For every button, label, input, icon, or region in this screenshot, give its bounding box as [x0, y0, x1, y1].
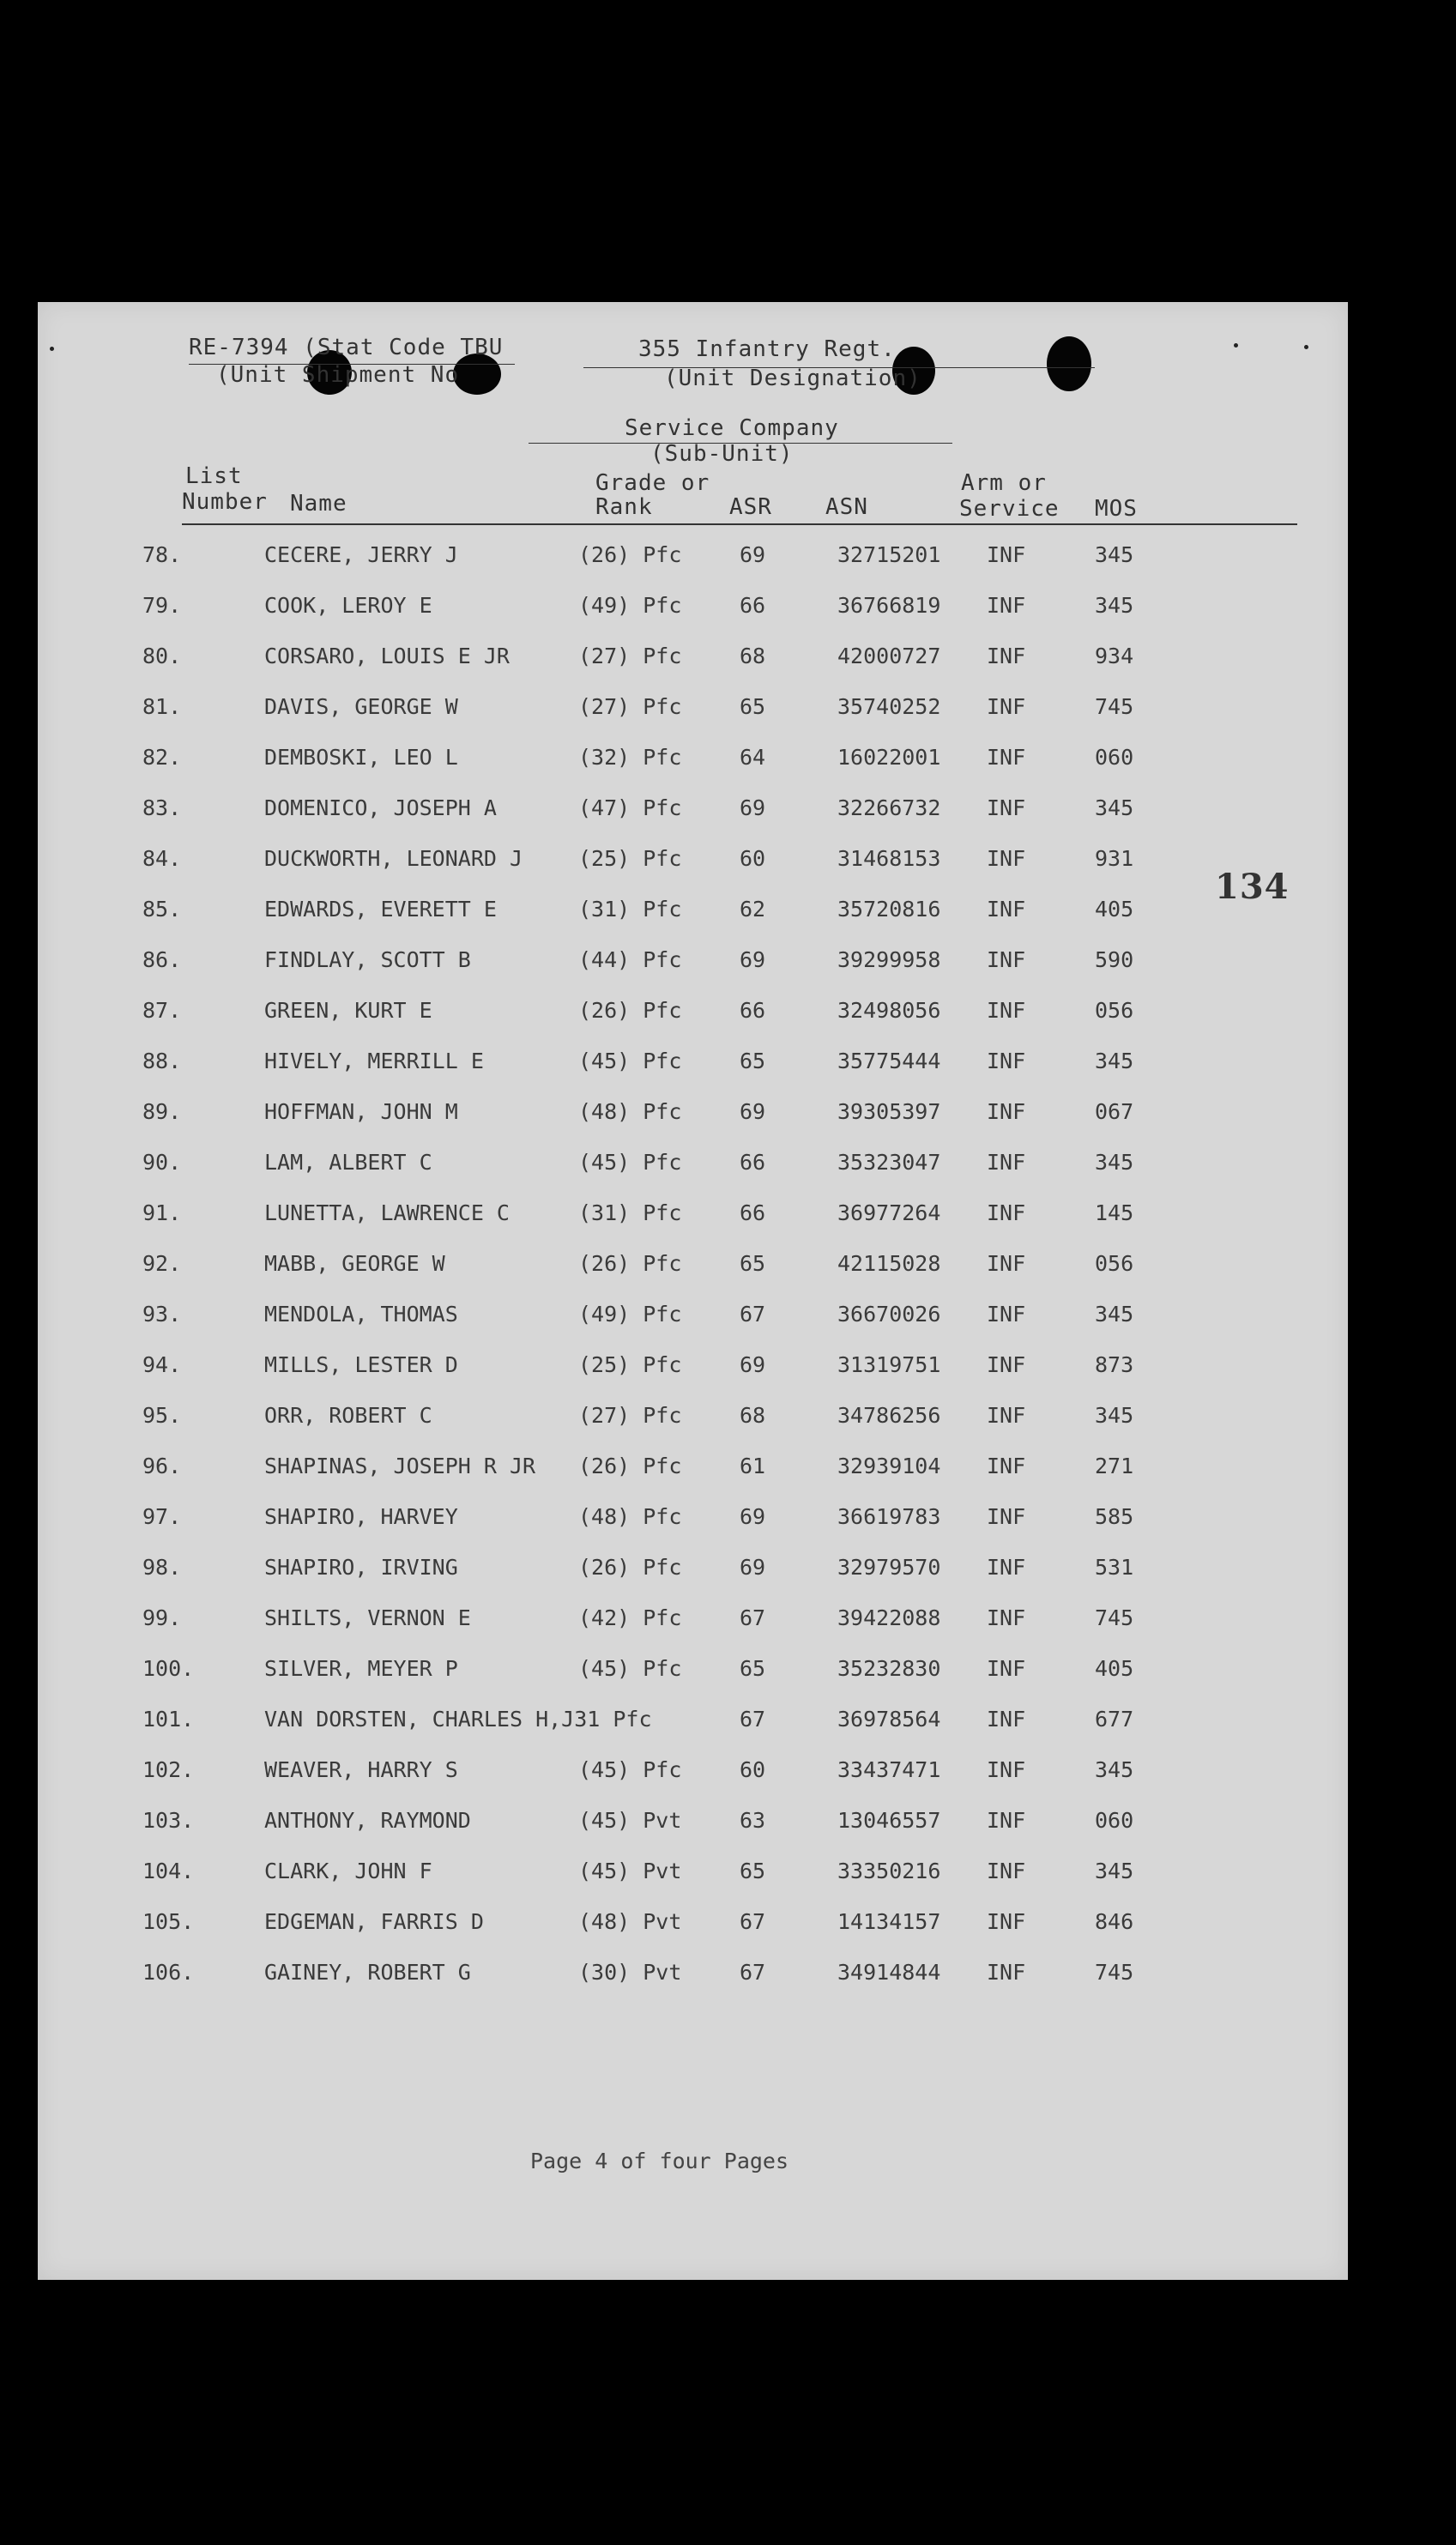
table-row	[38, 1859, 1348, 1893]
col-asn: ASN	[825, 494, 868, 520]
table-row	[38, 1352, 1348, 1387]
mos: 060	[1095, 1808, 1134, 1833]
arm-or-service: INF	[987, 542, 1026, 567]
page-footer: Page 4 of four Pages	[530, 2149, 789, 2173]
list-number: 90.	[142, 1150, 182, 1175]
grade: (48) Pfc	[578, 1504, 682, 1529]
soldier-name: DUCKWORTH, LEONARD J	[264, 846, 523, 871]
soldier-name: CLARK, JOHN F	[264, 1859, 432, 1883]
list-number: 88.	[142, 1049, 182, 1073]
list-number: 93.	[142, 1302, 182, 1327]
table-row	[38, 1200, 1348, 1235]
arm-or-service: INF	[987, 1707, 1026, 1732]
mos: 345	[1095, 1150, 1134, 1175]
unit-designation: 355 Infantry Regt.	[638, 336, 896, 362]
asn: 35740252	[837, 694, 941, 719]
list-number: 84.	[142, 846, 182, 871]
mos: 345	[1095, 795, 1134, 820]
mos: 056	[1095, 998, 1134, 1023]
mos: 345	[1095, 1302, 1134, 1327]
table-row	[38, 1707, 1348, 1741]
asr: 67	[740, 1302, 766, 1327]
asn: 32715201	[837, 542, 941, 567]
grade: (45) Pfc	[578, 1757, 682, 1782]
asr: 69	[740, 542, 766, 567]
list-number: 80.	[142, 644, 182, 668]
table-row	[38, 1909, 1348, 1944]
list-number: 103.	[142, 1808, 195, 1833]
asr: 60	[740, 846, 766, 871]
col-number: Number	[182, 489, 268, 515]
soldier-name: ANTHONY, RAYMOND	[264, 1808, 471, 1833]
asn: 35720816	[837, 897, 941, 922]
col-asr: ASR	[729, 494, 772, 520]
table-row	[38, 1099, 1348, 1133]
col-service: Service	[959, 496, 1060, 522]
arm-or-service: INF	[987, 795, 1026, 820]
table-row	[38, 1656, 1348, 1690]
asn: 14134157	[837, 1909, 941, 1934]
table-row	[38, 846, 1348, 880]
table-row	[38, 795, 1348, 830]
table-row	[38, 1808, 1348, 1842]
soldier-name: DOMENICO, JOSEPH A	[264, 795, 497, 820]
table-row	[38, 998, 1348, 1032]
asr: 62	[740, 897, 766, 922]
mos: 745	[1095, 694, 1134, 719]
arm-or-service: INF	[987, 1656, 1026, 1681]
table-row	[38, 1302, 1348, 1336]
soldier-name: SILVER, MEYER P	[264, 1656, 458, 1681]
list-number: 100.	[142, 1656, 195, 1681]
list-number: 94.	[142, 1352, 182, 1377]
asr: 64	[740, 745, 766, 770]
mos: 345	[1095, 1859, 1134, 1883]
asn: 31468153	[837, 846, 941, 871]
grade: (45) Pfc	[578, 1150, 682, 1175]
list-number: 81.	[142, 694, 182, 719]
mos: 060	[1095, 745, 1134, 770]
mos: 585	[1095, 1504, 1134, 1529]
soldier-name: GREEN, KURT E	[264, 998, 432, 1023]
table-row	[38, 1555, 1348, 1589]
mos: 345	[1095, 593, 1134, 618]
asn: 42115028	[837, 1251, 941, 1276]
list-number: 95.	[142, 1403, 182, 1428]
arm-or-service: INF	[987, 1504, 1026, 1529]
mos: 934	[1095, 644, 1134, 668]
mos: 531	[1095, 1555, 1134, 1580]
mos: 145	[1095, 1200, 1134, 1225]
col-rank: Rank	[595, 494, 653, 520]
grade: (27) Pfc	[578, 1403, 682, 1428]
arm-or-service: INF	[987, 745, 1026, 770]
table-row	[38, 694, 1348, 728]
soldier-name: ORR, ROBERT C	[264, 1403, 432, 1428]
arm-or-service: INF	[987, 947, 1026, 972]
mos: 405	[1095, 1656, 1134, 1681]
asn: 35323047	[837, 1150, 941, 1175]
asn: 32979570	[837, 1555, 941, 1580]
soldier-name: GAINEY, ROBERT G	[264, 1960, 471, 1985]
soldier-name: CECERE, JERRY J	[264, 542, 458, 567]
asn: 32498056	[837, 998, 941, 1023]
punch-hole	[1047, 336, 1091, 391]
asn: 42000727	[837, 644, 941, 668]
speck	[50, 347, 54, 351]
asn: 39422088	[837, 1605, 941, 1630]
asr: 65	[740, 1049, 766, 1073]
arm-or-service: INF	[987, 1200, 1026, 1225]
arm-or-service: INF	[987, 1251, 1026, 1276]
speck	[1234, 343, 1238, 348]
soldier-name: SHAPIRO, HARVEY	[264, 1504, 458, 1529]
table-row	[38, 745, 1348, 779]
asr: 69	[740, 1555, 766, 1580]
list-number: 99.	[142, 1605, 182, 1630]
asn: 36978564	[837, 1707, 941, 1732]
asn: 36977264	[837, 1200, 941, 1225]
grade: (26) Pfc	[578, 542, 682, 567]
list-number: 98.	[142, 1555, 182, 1580]
arm-or-service: INF	[987, 1049, 1026, 1073]
soldier-name: EDGEMAN, FARRIS D	[264, 1909, 484, 1934]
asn: 35232830	[837, 1656, 941, 1681]
asn: 31319751	[837, 1352, 941, 1377]
asn: 33437471	[837, 1757, 941, 1782]
mos: 345	[1095, 1403, 1134, 1428]
mos: 745	[1095, 1605, 1134, 1630]
soldier-name: WEAVER, HARRY S	[264, 1757, 458, 1782]
mos: 873	[1095, 1352, 1134, 1377]
asr: 67	[740, 1960, 766, 1985]
asr: 66	[740, 1200, 766, 1225]
soldier-name: MILLS, LESTER D	[264, 1352, 458, 1377]
asr: 66	[740, 1150, 766, 1175]
soldier-name: SHAPINAS, JOSEPH R JR	[264, 1454, 536, 1478]
table-row	[38, 644, 1348, 678]
asn: 32939104	[837, 1454, 941, 1478]
grade: (32) Pfc	[578, 745, 682, 770]
table-row	[38, 1504, 1348, 1538]
mos: 345	[1095, 542, 1134, 567]
asr: 69	[740, 1352, 766, 1377]
unit-shipment-number: RE-7394 (Stat Code TBU	[189, 335, 504, 360]
arm-or-service: INF	[987, 998, 1026, 1023]
grade: (48) Pfc	[578, 1099, 682, 1124]
table-row	[38, 1403, 1348, 1437]
soldier-name: SHILTS, VERNON E	[264, 1605, 471, 1630]
mos: 067	[1095, 1099, 1134, 1124]
grade: (48) Pvt	[578, 1909, 682, 1934]
grade: (47) Pfc	[578, 795, 682, 820]
list-number: 79.	[142, 593, 182, 618]
list-number: 92.	[142, 1251, 182, 1276]
list-number: 78.	[142, 542, 182, 567]
grade: (31) Pfc	[578, 1200, 682, 1225]
sub-unit: Service Company	[625, 415, 839, 441]
mos: 056	[1095, 1251, 1134, 1276]
asn: 35775444	[837, 1049, 941, 1073]
arm-or-service: INF	[987, 1352, 1026, 1377]
list-number: 86.	[142, 947, 182, 972]
table-row	[38, 542, 1348, 577]
grade: (25) Pfc	[578, 846, 682, 871]
arm-or-service: INF	[987, 1808, 1026, 1833]
asn: 36619783	[837, 1504, 941, 1529]
mos: 677	[1095, 1707, 1134, 1732]
grade: (49) Pfc	[578, 593, 682, 618]
arm-or-service: INF	[987, 694, 1026, 719]
table-row	[38, 1454, 1348, 1488]
grade: (25) Pfc	[578, 1352, 682, 1377]
asn: 36766819	[837, 593, 941, 618]
asn: 32266732	[837, 795, 941, 820]
asr: 68	[740, 1403, 766, 1428]
soldier-name: LAM, ALBERT C	[264, 1150, 432, 1175]
list-number: 105.	[142, 1909, 195, 1934]
col-list: List	[185, 463, 243, 489]
mos: 931	[1095, 846, 1134, 871]
grade: (26) Pfc	[578, 1454, 682, 1478]
soldier-name: EDWARDS, EVERETT E	[264, 897, 497, 922]
asr: 65	[740, 1859, 766, 1883]
arm-or-service: INF	[987, 1150, 1026, 1175]
asn: 16022001	[837, 745, 941, 770]
col-arm: Arm or	[961, 470, 1047, 496]
page-stamp-number: 134	[1215, 867, 1290, 907]
arm-or-service: INF	[987, 1454, 1026, 1478]
table-row	[38, 1757, 1348, 1792]
table-row	[38, 897, 1348, 931]
list-number: 97.	[142, 1504, 182, 1529]
asr: 69	[740, 947, 766, 972]
grade: (45) Pvt	[578, 1859, 682, 1883]
asr: 69	[740, 795, 766, 820]
list-number: 91.	[142, 1200, 182, 1225]
arm-or-service: INF	[987, 1859, 1026, 1883]
soldier-name: CORSARO, LOUIS E JR	[264, 644, 510, 668]
grade: (26) Pfc	[578, 1251, 682, 1276]
asr: 63	[740, 1808, 766, 1833]
list-number: 104.	[142, 1859, 195, 1883]
arm-or-service: INF	[987, 1555, 1026, 1580]
arm-or-service: INF	[987, 1302, 1026, 1327]
asr: 67	[740, 1605, 766, 1630]
asn: 39299958	[837, 947, 941, 972]
soldier-name: SHAPIRO, IRVING	[264, 1555, 458, 1580]
table-row	[38, 1049, 1348, 1083]
grade: (44) Pfc	[578, 947, 682, 972]
asr: 60	[740, 1757, 766, 1782]
asn: 33350216	[837, 1859, 941, 1883]
asn: 34786256	[837, 1403, 941, 1428]
grade: (42) Pfc	[578, 1605, 682, 1630]
grade: (45) Pvt	[578, 1808, 682, 1833]
header-rule	[182, 523, 1297, 525]
soldier-name: MABB, GEORGE W	[264, 1251, 445, 1276]
arm-or-service: INF	[987, 1099, 1026, 1124]
asr: 66	[740, 593, 766, 618]
mos: 846	[1095, 1909, 1134, 1934]
speck	[1304, 345, 1308, 349]
table-row	[38, 593, 1348, 627]
table-row	[38, 1960, 1348, 1994]
grade: (26) Pfc	[578, 1555, 682, 1580]
soldier-name: COOK, LEROY E	[264, 593, 432, 618]
asr: 67	[740, 1707, 766, 1732]
mos: 745	[1095, 1960, 1134, 1985]
arm-or-service: INF	[987, 1403, 1026, 1428]
arm-or-service: INF	[987, 1757, 1026, 1782]
list-number: 96.	[142, 1454, 182, 1478]
grade: (27) Pfc	[578, 644, 682, 668]
col-name: Name	[290, 491, 347, 517]
unit-shipment-label: (Unit Shipment No	[216, 362, 460, 388]
soldier-name: LUNETTA, LAWRENCE C	[264, 1200, 510, 1225]
list-number: 89.	[142, 1099, 182, 1124]
mos: 590	[1095, 947, 1134, 972]
arm-or-service: INF	[987, 897, 1026, 922]
list-number: 101.	[142, 1707, 195, 1732]
grade: (30) Pvt	[578, 1960, 682, 1985]
mos: 405	[1095, 897, 1134, 922]
soldier-name: VAN DORSTEN, CHARLES H,J31 Pfc	[264, 1707, 652, 1732]
grade: (26) Pfc	[578, 998, 682, 1023]
grade: (49) Pfc	[578, 1302, 682, 1327]
mos: 271	[1095, 1454, 1134, 1478]
soldier-name: HIVELY, MERRILL E	[264, 1049, 484, 1073]
arm-or-service: INF	[987, 1909, 1026, 1934]
soldier-name: MENDOLA, THOMAS	[264, 1302, 458, 1327]
asr: 68	[740, 644, 766, 668]
asr: 69	[740, 1504, 766, 1529]
document-page	[38, 302, 1348, 2280]
list-number: 87.	[142, 998, 182, 1023]
asn: 39305397	[837, 1099, 941, 1124]
soldier-name: FINDLAY, SCOTT B	[264, 947, 471, 972]
asr: 65	[740, 1656, 766, 1681]
list-number: 82.	[142, 745, 182, 770]
arm-or-service: INF	[987, 593, 1026, 618]
soldier-name: DEMBOSKI, LEO L	[264, 745, 458, 770]
list-number: 102.	[142, 1757, 195, 1782]
arm-or-service: INF	[987, 644, 1026, 668]
list-number: 85.	[142, 897, 182, 922]
col-mos: MOS	[1095, 496, 1138, 522]
soldier-name: HOFFMAN, JOHN M	[264, 1099, 458, 1124]
asr: 61	[740, 1454, 766, 1478]
asr: 66	[740, 998, 766, 1023]
mos: 345	[1095, 1757, 1134, 1782]
mos: 345	[1095, 1049, 1134, 1073]
table-row	[38, 947, 1348, 982]
asn: 36670026	[837, 1302, 941, 1327]
asn: 13046557	[837, 1808, 941, 1833]
table-row	[38, 1605, 1348, 1640]
grade: (27) Pfc	[578, 694, 682, 719]
list-number: 83.	[142, 795, 182, 820]
soldier-name: DAVIS, GEORGE W	[264, 694, 458, 719]
arm-or-service: INF	[987, 1960, 1026, 1985]
arm-or-service: INF	[987, 1605, 1026, 1630]
asr: 65	[740, 1251, 766, 1276]
unit-designation-label: (Unit Designation)	[664, 366, 921, 391]
table-row	[38, 1150, 1348, 1184]
asr: 67	[740, 1909, 766, 1934]
asn: 34914844	[837, 1960, 941, 1985]
asr: 69	[740, 1099, 766, 1124]
col-grade: Grade or	[595, 470, 710, 496]
grade: (45) Pfc	[578, 1049, 682, 1073]
sub-unit-label: (Sub-Unit)	[650, 441, 794, 467]
table-row	[38, 1251, 1348, 1285]
asr: 65	[740, 694, 766, 719]
grade: (45) Pfc	[578, 1656, 682, 1681]
grade: (31) Pfc	[578, 897, 682, 922]
list-number: 106.	[142, 1960, 195, 1985]
arm-or-service: INF	[987, 846, 1026, 871]
